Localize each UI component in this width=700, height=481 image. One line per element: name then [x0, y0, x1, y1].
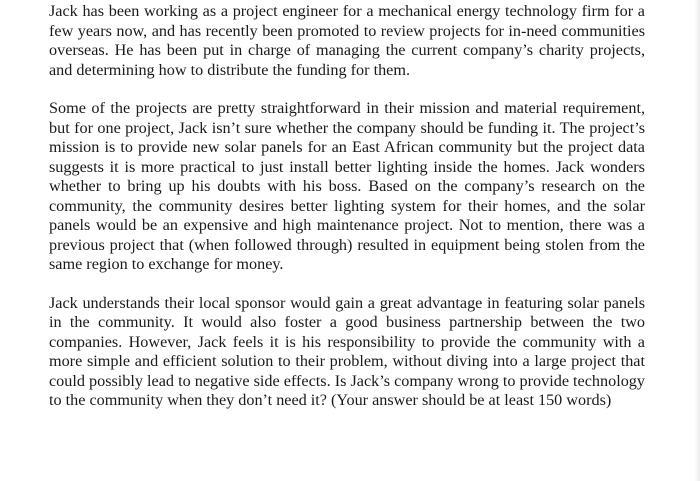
- paragraph-projects: Some of the projects are pretty straightforward in their mission and material requirement, but for one project, Jack isn’t sure whether the company should be funding it. The project’s mission is to provide new solar panels for an East African community but the project data suggests it is more practical to just install better lighting inside the homes. Jack wonders whether to bring up his doubts with his boss. Based on the company’s research on the community, the community desires better lighting system for their homes, and the solar panels would be an expensive and high maintenance project. Not to mention, there was a previous project that (when followed through) resulted in equipment being stolen from the same region to exchange for money.: [49, 99, 645, 273]
- paragraph-question: Jack understands their local sponsor would gain a great advantage in featuring solar panels in the community. It would also foster a good business partnership between the two companies. However, Jack feels it is his responsibility to provide the community with a more simple and efficient solution to their problem, without diving into a large project that could possibly lead to negative side effects. Is Jack’s company wrong to provide technology to the community when they don’t need it? (Your answer should be at least 150 words): [49, 293, 645, 409]
- page-edge-shadow: [694, 0, 700, 481]
- document-body: [49, 2, 645, 411]
- paragraph-intro: Jack has been working as a project engineer for a mechanical energy technology firm for a few years now, and has recently been promoted to review projects for in-need communities overseas. He has been put in charge of managing the current company’s charity projects, and determining how to distribute the funding for them.: [49, 2, 645, 79]
